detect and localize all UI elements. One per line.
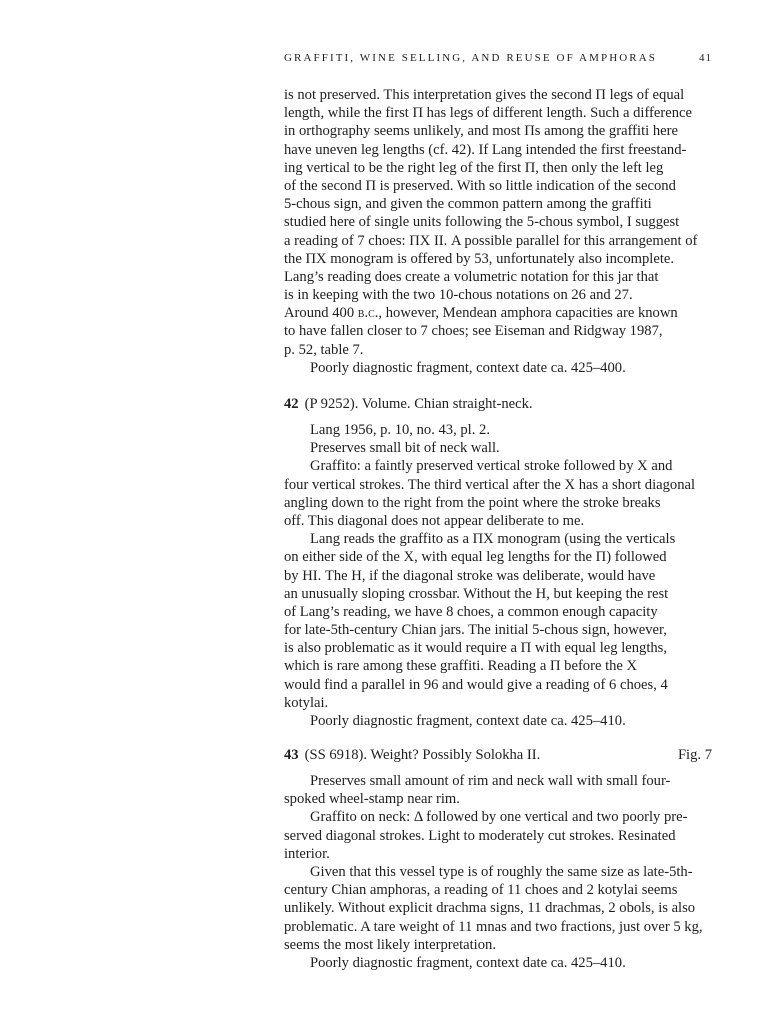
entry-42-heading xyxy=(284,395,712,413)
context-date-line: Poorly diagnostic fragment, context date ca. 425–410. xyxy=(310,954,626,971)
figure-reference: Fig. 7 xyxy=(677,747,712,763)
text-line: century Chian amphoras, a reading of 11 choes and 2 kotylai seems xyxy=(284,882,678,899)
page-number: 41 xyxy=(699,52,712,64)
text-line: for late-5th-century Chian jars. The initial 5-chous sign, however, xyxy=(284,622,667,639)
text-line: Lang reads the graffito as a ΠΧ monogram (using the verticals xyxy=(310,531,676,548)
text-line: Preserves small bit of neck wall. xyxy=(310,440,500,457)
text-line: four vertical strokes. The third vertical after the Χ has a short diagonal xyxy=(284,476,696,493)
text-line: the ΠΧ monogram is offered by 53, unfortunately also incomplete. xyxy=(284,250,675,267)
text-line: problematic. A tare weight of 11 mnas and two fractions, just over 5 kg, xyxy=(284,918,703,935)
text-line: 5-chous sign, and given the common pattern among the graffiti xyxy=(284,196,652,213)
text-line: p. 52, table 7. xyxy=(284,341,364,358)
text-line: on either side of the Χ, with equal leg lengths for the Π) followed xyxy=(284,549,667,566)
text-line: kotylai. xyxy=(284,694,329,711)
entry-43-body xyxy=(284,772,712,972)
text-line: seems the most likely interpretation. xyxy=(284,936,496,953)
text-line: of Lang’s reading, we have 8 choes, a common enough capacity xyxy=(284,603,658,620)
entry-42-body xyxy=(284,421,712,730)
text-line: spoked wheel-stamp near rim. xyxy=(284,791,460,808)
entry-title: (P 9252). Volume. Chian straight-neck. xyxy=(304,396,533,412)
text-line: by ΗΙ. The Η, if the diagonal stroke was deliberate, would have xyxy=(284,567,656,584)
context-date-line: Poorly diagnostic fragment, context date ca. 425–410. xyxy=(310,713,626,729)
running-title: GRAFFITI, WINE SELLING, AND REUSE OF AMPHORAS xyxy=(284,52,657,64)
text-line: Lang’s reading does create a volumetric notation for this jar that xyxy=(284,268,659,285)
text-line: angling down to the right from the point where the stroke breaks xyxy=(284,494,661,511)
entry-number: 42 xyxy=(284,396,299,412)
text-line: Around 400 b.c., however, Mendean amphora capacities are known xyxy=(284,305,678,322)
intro-paragraph xyxy=(284,86,712,377)
text-line: ing vertical to be the right leg of the first Π, then only the left leg xyxy=(284,159,664,176)
entry-43-heading xyxy=(284,746,712,764)
text-line: unlikely. Without explicit drachma signs, 11 drachmas, 2 obols, is also xyxy=(284,900,696,917)
text-line: Given that this vessel type is of roughly the same size as late-5th- xyxy=(310,863,693,880)
text-line: which is rare among these graffiti. Reading a Π before the Χ xyxy=(284,658,638,675)
text-line: Graffito on neck: Δ followed by one vertical and two poorly pre- xyxy=(310,809,688,826)
text-line: Lang 1956, p. 10, no. 43, pl. 2. xyxy=(310,422,490,438)
text-line: interior. xyxy=(284,845,330,862)
text-line: studied here of single units following the 5-chous symbol, I suggest xyxy=(284,214,680,231)
text-line: an unusually sloping crossbar. Without the Η, but keeping the rest xyxy=(284,585,669,602)
entry-number: 43 xyxy=(284,747,299,763)
text-line: would find a parallel in 96 and would give a reading of 6 choes, 4 xyxy=(284,676,668,693)
text-line: length, while the first Π has legs of different length. Such a difference xyxy=(284,105,692,122)
text-line: is not preserved. This interpretation gives the second Π legs of equal xyxy=(284,87,685,103)
text-line: Preserves small amount of rim and neck wall with small four- xyxy=(310,773,671,789)
text-line: in orthography seems unlikely, and most Πs among the graffiti here xyxy=(284,123,678,140)
text-line: to have fallen closer to 7 choes; see Eiseman and Ridgway 1987, xyxy=(284,323,663,340)
text-line: off. This diagonal does not appear deliberate to me. xyxy=(284,512,585,529)
text-line: a reading of 7 choes: ΠΧ ΙΙ. A possible parallel for this arrangement of xyxy=(284,232,698,249)
text-line: is also problematic as it would require a Π with equal leg lengths, xyxy=(284,640,667,657)
text-line: of the second Π is preserved. With so little indication of the second xyxy=(284,177,676,194)
text-line: have uneven leg lengths (cf. 42). If Lang intended the first freestand- xyxy=(284,141,687,158)
text-line: is in keeping with the two 10-chous notations on 26 and 27. xyxy=(284,287,633,304)
context-date-line: Poorly diagnostic fragment, context date ca. 425–400. xyxy=(310,359,626,376)
entry-title: (SS 6918). Weight? Possibly Solokha II. xyxy=(304,747,541,763)
text-line: served diagonal strokes. Light to moderately cut strokes. Resinated xyxy=(284,827,676,844)
text-line: Graffito: a faintly preserved vertical stroke followed by Χ and xyxy=(310,458,673,475)
